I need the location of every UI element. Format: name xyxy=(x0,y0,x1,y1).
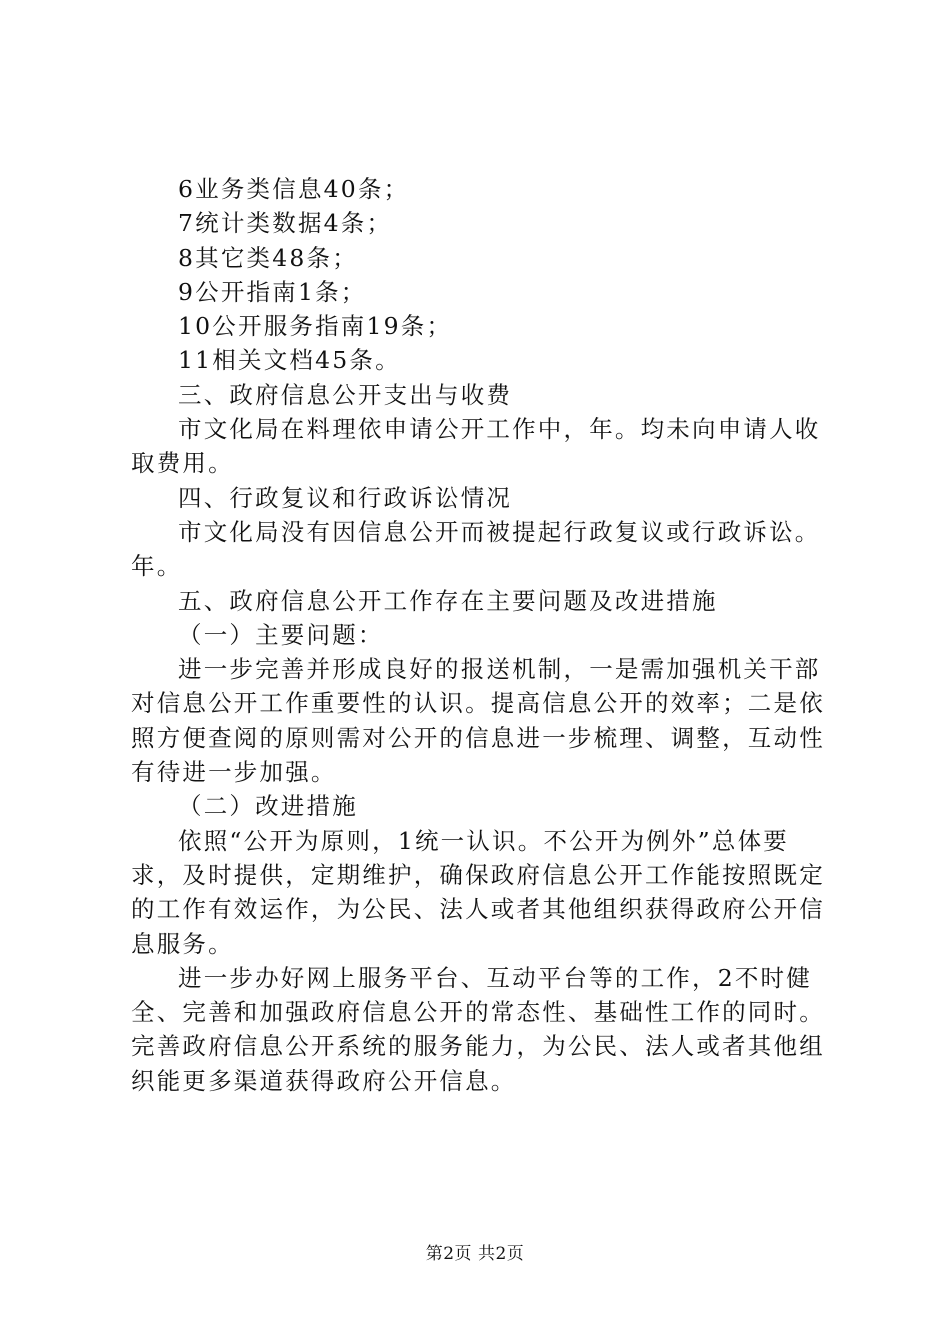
paragraph: 10公开服务指南19条； xyxy=(178,312,453,341)
subsection-heading: （二）改进措施 xyxy=(178,792,358,821)
paragraph: 市文化局没有因信息公开而被提起行政复议或行政诉讼。年。 xyxy=(131,517,821,581)
paragraph: 8其它类48条； xyxy=(178,243,358,272)
paragraph: 6业务类信息40条； xyxy=(178,175,410,203)
paragraph: 7统计类数据4条； xyxy=(178,209,393,238)
paragraph: 市文化局在料理依申请公开工作中，年。均未向申请人收取费用。 xyxy=(131,415,821,478)
paragraph: 9公开指南1条； xyxy=(178,277,367,306)
page-footer xyxy=(0,1242,950,1266)
document-body xyxy=(131,172,831,1098)
paragraph: 依照“公开为原则，1统一认识。不公开为例外”总体要求，及时提供，定期维护，确保政府信息公开工作能按照既定的工作有效运作，为公民、法人或者其他组织获得政府公开信息服务。 xyxy=(131,826,825,958)
paragraph: 11相关文档45条。 xyxy=(178,346,401,375)
page-number: 第2页 共2页 xyxy=(425,1244,525,1264)
subsection-heading: （一）主要问题： xyxy=(178,620,384,649)
paragraph: 进一步完善并形成良好的报送机制，一是需加强机关干部对信息公开工作重要性的认识。提高信息公开的效率；二是依照方便查阅的原则需对公开的信息进一步梳理、调整，互动性有待进一步加强。 xyxy=(131,655,825,787)
section-heading: 四、行政复议和行政诉讼情况 xyxy=(178,483,513,512)
section-heading: 五、政府信息公开工作存在主要问题及改进措施 xyxy=(178,586,718,615)
paragraph: 进一步办好网上服务平台、互动平台等的工作，2不时健全、完善和加强政府信息公开的常态性、基础性工作的同时。完善政府信息公开系统的服务能力，为公民、法人或者其他组织能更多渠道获得政府公开信息。 xyxy=(131,963,825,1095)
section-heading: 三、政府信息公开支出与收费 xyxy=(178,380,513,409)
